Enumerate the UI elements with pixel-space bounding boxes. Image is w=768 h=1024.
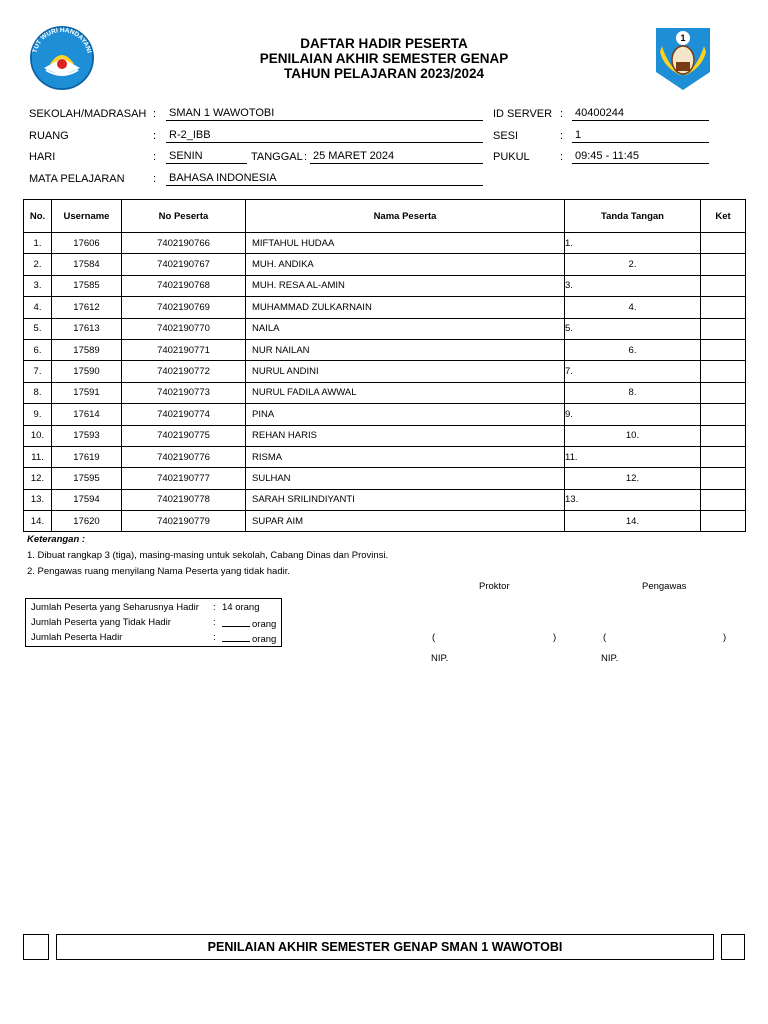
cell-username: 17585 <box>52 275 122 296</box>
subject-colon: : <box>153 173 157 185</box>
proktor-nip: NIP. <box>431 653 449 664</box>
cell-no-peserta: 7402190772 <box>122 361 246 382</box>
col-ket: Ket <box>701 200 746 233</box>
subject-value: BAHASA INDONESIA <box>166 172 483 186</box>
table-row <box>24 339 746 360</box>
cell-tanda-tangan: 4. <box>565 297 701 318</box>
date-colon: : <box>304 151 308 163</box>
title-line-2: PENILAIAN AKHIR SEMESTER GENAP <box>259 51 509 66</box>
svg-text:TUT WURI HANDAYANI: TUT WURI HANDAYANI <box>31 26 93 54</box>
notes-title: Keterangan : <box>27 534 86 545</box>
cell-no-peserta: 7402190774 <box>122 404 246 425</box>
cell-username: 17591 <box>52 382 122 403</box>
cell-ket <box>701 404 746 425</box>
cell-nama-peserta: REHAN HARIS <box>246 425 565 446</box>
cell-username: 17606 <box>52 233 122 254</box>
cell-tanda-tangan: 13. <box>565 489 701 510</box>
cell-no: 1. <box>24 233 52 254</box>
pengawas-open-paren: ( <box>603 632 607 643</box>
cell-no: 12. <box>24 468 52 489</box>
cell-tanda-tangan: 6. <box>565 339 701 360</box>
cell-tanda-tangan: 8. <box>565 382 701 403</box>
present-colon: : <box>213 632 216 643</box>
cell-no: 7. <box>24 361 52 382</box>
cell-no-peserta: 7402190775 <box>122 425 246 446</box>
proktor-open-paren: ( <box>432 632 436 643</box>
cell-username: 17613 <box>52 318 122 339</box>
cell-no: 6. <box>24 339 52 360</box>
cell-no: 10. <box>24 425 52 446</box>
title-line-3: TAHUN PELAJARAN 2023/2024 <box>283 66 485 81</box>
absent-value <box>222 617 276 630</box>
cell-no-peserta: 7402190767 <box>122 254 246 275</box>
school-emblem-logo <box>654 26 712 92</box>
cell-username: 17612 <box>52 297 122 318</box>
table-row <box>24 425 746 446</box>
cell-no-peserta: 7402190778 <box>122 489 246 510</box>
cell-ket <box>701 446 746 467</box>
table-row <box>24 297 746 318</box>
cell-nama-peserta: SARAH SRILINDIYANTI <box>246 489 565 510</box>
cell-no-peserta: 7402190779 <box>122 511 246 532</box>
cell-tanda-tangan: 14. <box>565 511 701 532</box>
present-value <box>222 632 276 645</box>
pengawas-close-paren: ) <box>723 632 727 643</box>
cell-no: 9. <box>24 404 52 425</box>
cell-nama-peserta: MIFTAHUL HUDAA <box>246 233 565 254</box>
table-row <box>24 489 746 510</box>
present-label: Jumlah Peserta Hadir <box>31 632 123 643</box>
school-label: SEKOLAH/MADRASAH <box>29 108 147 120</box>
table-row <box>24 254 746 275</box>
table-row <box>24 361 746 382</box>
cell-no-peserta: 7402190773 <box>122 382 246 403</box>
table-row <box>24 468 746 489</box>
proktor-close-paren: ) <box>553 632 557 643</box>
cell-no-peserta: 7402190770 <box>122 318 246 339</box>
server-colon: : <box>560 108 564 120</box>
absent-blank <box>222 617 250 627</box>
cell-username: 17584 <box>52 254 122 275</box>
cell-username: 17594 <box>52 489 122 510</box>
cell-ket <box>701 318 746 339</box>
proktor-label: Proktor <box>479 581 510 592</box>
absent-label: Jumlah Peserta yang Tidak Hadir <box>31 617 171 628</box>
table-row <box>24 382 746 403</box>
room-label: RUANG <box>29 130 69 142</box>
time-value: 09:45 - 11:45 <box>572 150 709 164</box>
table-row <box>24 233 746 254</box>
cell-no-peserta: 7402190771 <box>122 339 246 360</box>
cell-tanda-tangan: 9. <box>565 404 701 425</box>
cell-nama-peserta: SULHAN <box>246 468 565 489</box>
cell-no-peserta: 7402190769 <box>122 297 246 318</box>
room-value: R-2_IBB <box>166 129 483 143</box>
cell-tanda-tangan: 12. <box>565 468 701 489</box>
cell-nama-peserta: MUHAMMAD ZULKARNAIN <box>246 297 565 318</box>
title-line-1: DAFTAR HADIR PESERTA <box>300 36 468 51</box>
table-row <box>24 318 746 339</box>
expected-colon: : <box>213 602 216 613</box>
cell-no: 13. <box>24 489 52 510</box>
table-row <box>24 511 746 532</box>
date-label: TANGGAL <box>251 151 303 163</box>
cell-ket <box>701 489 746 510</box>
school-value: SMAN 1 WAWOTOBI <box>166 107 483 121</box>
cell-nama-peserta: SUPAR AIM <box>246 511 565 532</box>
time-colon: : <box>560 151 564 163</box>
cell-ket <box>701 468 746 489</box>
cell-username: 17620 <box>52 511 122 532</box>
col-username: Username <box>52 200 122 233</box>
cell-nama-peserta: NURUL FADILA AWWAL <box>246 382 565 403</box>
cell-tanda-tangan: 5. <box>565 318 701 339</box>
notes-line-2: 2. Pengawas ruang menyilang Nama Peserta yang tidak hadir. <box>27 566 290 577</box>
cell-no: 14. <box>24 511 52 532</box>
cell-no: 11. <box>24 446 52 467</box>
session-colon: : <box>560 130 564 142</box>
pengawas-label: Pengawas <box>642 581 687 592</box>
absent-unit: orang <box>252 619 277 630</box>
cell-username: 17595 <box>52 468 122 489</box>
subject-label: MATA PELAJARAN <box>29 173 125 185</box>
cell-no-peserta: 7402190777 <box>122 468 246 489</box>
cell-tanda-tangan: 10. <box>565 425 701 446</box>
cell-tanda-tangan: 11. <box>565 446 701 467</box>
day-colon: : <box>153 151 157 163</box>
cell-ket <box>701 425 746 446</box>
table-row <box>24 404 746 425</box>
table-header-row <box>24 200 746 233</box>
notes-line-1: 1. Dibuat rangkap 3 (tiga), masing-masing untuk sekolah, Cabang Dinas dan Provinsi. <box>27 550 389 561</box>
cell-no-peserta: 7402190766 <box>122 233 246 254</box>
cell-no: 8. <box>24 382 52 403</box>
cell-ket <box>701 511 746 532</box>
emblem-number: 1 <box>680 33 686 43</box>
cell-nama-peserta: NUR NAILAN <box>246 339 565 360</box>
cell-username: 17614 <box>52 404 122 425</box>
col-tanda-tangan: Tanda Tangan <box>565 200 701 233</box>
tut-wuri-handayani-logo <box>24 24 100 92</box>
present-blank <box>222 632 250 642</box>
cell-no: 4. <box>24 297 52 318</box>
cell-username: 17593 <box>52 425 122 446</box>
cell-nama-peserta: NURUL ANDINI <box>246 361 565 382</box>
cell-no: 5. <box>24 318 52 339</box>
cell-username: 17590 <box>52 361 122 382</box>
cell-nama-peserta: PINA <box>246 404 565 425</box>
cell-no-peserta: 7402190776 <box>122 446 246 467</box>
session-value: 1 <box>572 129 709 143</box>
date-value: 25 MARET 2024 <box>310 150 483 164</box>
footer-left-box <box>23 934 49 960</box>
room-colon: : <box>153 130 157 142</box>
day-label: HARI <box>29 151 56 163</box>
cell-nama-peserta: RISMA <box>246 446 565 467</box>
cell-ket <box>701 297 746 318</box>
cell-ket <box>701 233 746 254</box>
pengawas-nip: NIP. <box>601 653 619 664</box>
cell-no: 3. <box>24 275 52 296</box>
cell-nama-peserta: NAILA <box>246 318 565 339</box>
attendance-table <box>23 199 746 532</box>
cell-tanda-tangan: 2. <box>565 254 701 275</box>
cell-ket <box>701 361 746 382</box>
cell-username: 17589 <box>52 339 122 360</box>
attendance-summary-box <box>25 598 282 647</box>
cell-tanda-tangan: 1. <box>565 233 701 254</box>
cell-ket <box>701 275 746 296</box>
col-no-peserta: No Peserta <box>122 200 246 233</box>
footer-title: PENILAIAN AKHIR SEMESTER GENAP SMAN 1 WAWOTOBI <box>56 934 714 960</box>
table-row <box>24 275 746 296</box>
expected-value: 14 orang <box>222 602 260 613</box>
present-unit: orang <box>252 634 277 645</box>
table-row <box>24 446 746 467</box>
cell-ket <box>701 382 746 403</box>
cell-nama-peserta: MUH. RESA AL-AMIN <box>246 275 565 296</box>
cell-username: 17619 <box>52 446 122 467</box>
server-label: ID SERVER <box>493 108 553 120</box>
school-colon: : <box>153 108 157 120</box>
cell-tanda-tangan: 3. <box>565 275 701 296</box>
expected-label: Jumlah Peserta yang Seharusnya Hadir <box>31 602 199 613</box>
cell-ket <box>701 254 746 275</box>
col-nama-peserta: Nama Peserta <box>246 200 565 233</box>
absent-colon: : <box>213 617 216 628</box>
time-label: PUKUL <box>493 151 530 163</box>
cell-ket <box>701 339 746 360</box>
cell-nama-peserta: MUH. ANDIKA <box>246 254 565 275</box>
session-label: SESI <box>493 130 519 142</box>
cell-no-peserta: 7402190768 <box>122 275 246 296</box>
footer-right-box <box>721 934 745 960</box>
server-value: 40400244 <box>572 107 709 121</box>
col-no: No. <box>24 200 52 233</box>
day-value: SENIN <box>166 150 247 164</box>
cell-no: 2. <box>24 254 52 275</box>
cell-tanda-tangan: 7. <box>565 361 701 382</box>
